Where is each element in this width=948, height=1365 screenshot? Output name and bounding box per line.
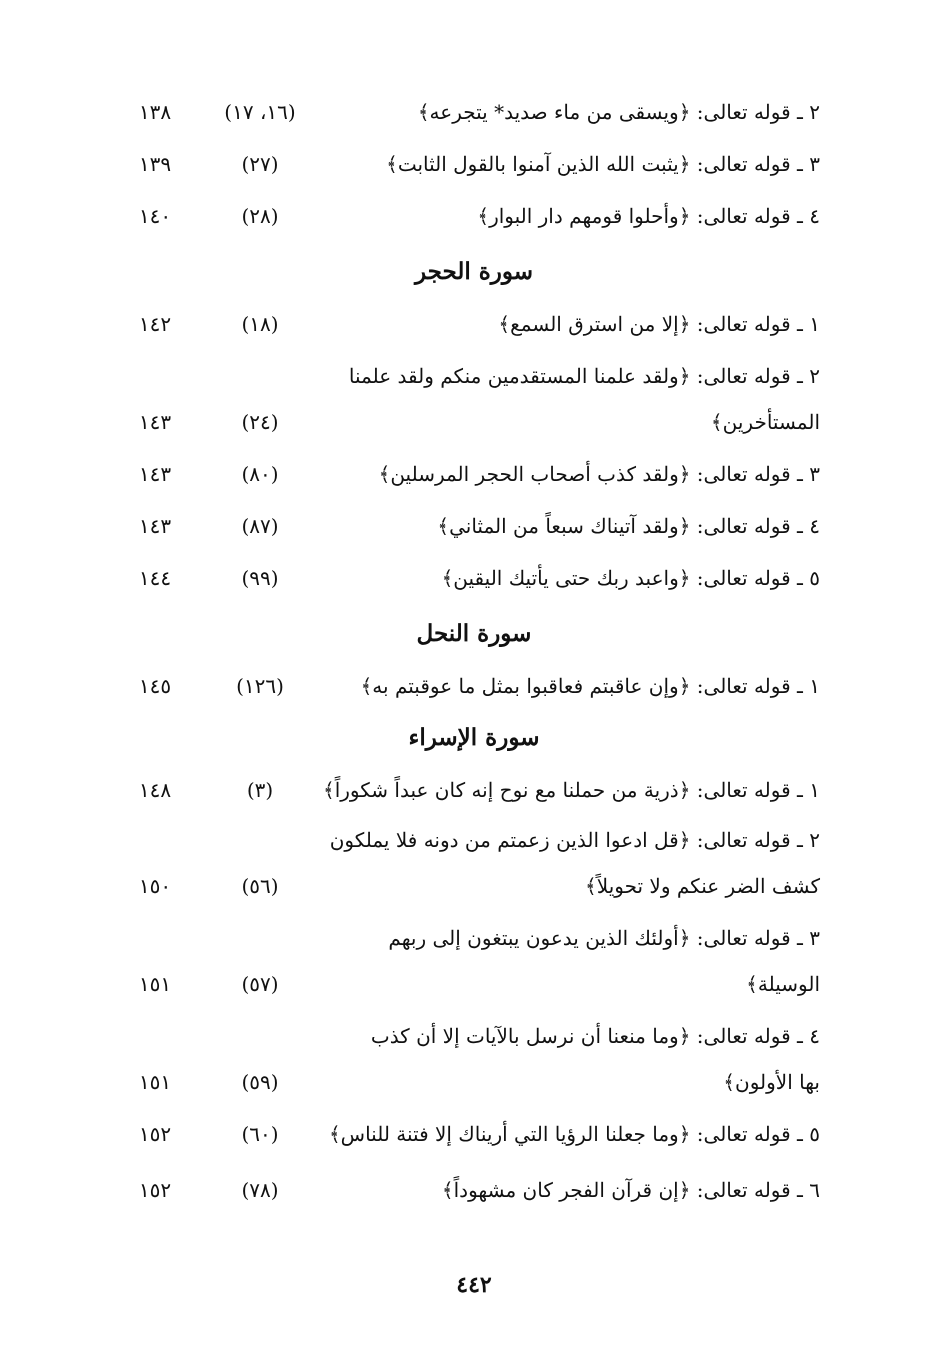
entry-text: ٦ ـ قوله تعالى: ﴿إن قرآن الفجر كان مشهوداً﴾ xyxy=(441,1178,820,1202)
verse-number: (٥٧) xyxy=(241,972,279,996)
verse-number: (٩٩) xyxy=(241,566,279,590)
entry-text-continuation: الوسيلة﴾ xyxy=(746,972,820,996)
index-entry xyxy=(120,820,820,860)
entry-text: ٢ ـ قوله تعالى: ﴿ولقد علمنا المستقدمين منكم ولقد علمنا xyxy=(348,364,820,388)
index-entry-continuation xyxy=(120,1062,820,1102)
verse-number: (٧٨) xyxy=(241,1178,279,1202)
entry-text-continuation: بها الأولون﴾ xyxy=(723,1070,820,1094)
index-entry xyxy=(120,196,820,236)
verse-number: (٦٠) xyxy=(241,1122,279,1146)
entry-text: ٤ ـ قوله تعالى: ﴿ولقد آتيناك سبعاً من المثاني﴾ xyxy=(437,514,820,538)
verse-number: (٢٨) xyxy=(241,204,279,228)
verse-number: (١٦، ١٧) xyxy=(224,100,296,124)
page-reference: ١٥١ xyxy=(138,1070,172,1094)
verse-number: (٢٤) xyxy=(241,410,279,434)
page-reference: ١٥٢ xyxy=(138,1122,172,1146)
page-reference: ١٣٨ xyxy=(138,100,172,124)
entry-text: ٤ ـ قوله تعالى: ﴿وأحلوا قومهم دار البوار﴾ xyxy=(477,204,820,228)
page-reference: ١٤٣ xyxy=(138,462,172,486)
entry-text-continuation: كشف الضر عنكم ولا تحويلاً﴾ xyxy=(585,874,820,898)
index-entry-continuation xyxy=(120,402,820,442)
surah-heading: سورة الإسراء xyxy=(408,724,540,751)
index-entry xyxy=(120,304,820,344)
page-reference: ١٤٤ xyxy=(138,566,172,590)
entry-text: ٢ ـ قوله تعالى: ﴿قل ادعوا الذين زعمتم من دونه فلا يملكون xyxy=(329,828,820,852)
entry-text: ٢ ـ قوله تعالى: ﴿ويسقى من ماء صديد* يتجرعه﴾ xyxy=(417,100,820,124)
verse-number: (٨٠) xyxy=(241,462,279,486)
page-reference: ١٥٢ xyxy=(138,1178,172,1202)
page-reference: ١٤٠ xyxy=(138,204,172,228)
page-reference: ١٤٣ xyxy=(138,410,172,434)
index-entry xyxy=(120,1114,820,1154)
verse-number: (٥٩) xyxy=(241,1070,279,1094)
index-entry xyxy=(120,558,820,598)
surah-heading: سورة النحل xyxy=(416,620,532,647)
index-entry xyxy=(120,144,820,184)
surah-heading: سورة الحجر xyxy=(414,258,534,285)
entry-text: ٥ ـ قوله تعالى: ﴿وما جعلنا الرؤيا التي أريناك إلا فتنة للناس﴾ xyxy=(328,1122,820,1146)
verse-number: (١٨) xyxy=(241,312,279,336)
page-reference: ١٤٨ xyxy=(138,778,172,802)
index-entry xyxy=(120,454,820,494)
index-entry xyxy=(120,506,820,546)
verse-number: (٣) xyxy=(246,778,274,802)
page-reference: ١٤٢ xyxy=(138,312,172,336)
index-entry xyxy=(120,1170,820,1210)
verse-number: (١٢٦) xyxy=(236,674,284,698)
index-entry xyxy=(120,918,820,958)
index-entry xyxy=(120,92,820,132)
entry-text: ٥ ـ قوله تعالى: ﴿واعبد ربك حتى يأتيك اليقين﴾ xyxy=(441,566,820,590)
entry-text-continuation: المستأخرين﴾ xyxy=(710,410,820,434)
entry-text: ١ ـ قوله تعالى: ﴿ذرية من حملنا مع نوح إنه كان عبداً شكوراً﴾ xyxy=(322,778,820,802)
index-entry xyxy=(120,770,820,810)
index-entry xyxy=(120,356,820,396)
entry-text: ١ ـ قوله تعالى: ﴿وإن عاقبتم فعاقبوا بمثل ما عوقبتم به﴾ xyxy=(360,674,820,698)
verse-number: (٨٧) xyxy=(241,514,279,538)
page-reference: ١٤٥ xyxy=(138,674,172,698)
page-number: ٤٤٢ xyxy=(456,1272,492,1298)
entry-text: ٤ ـ قوله تعالى: ﴿وما منعنا أن نرسل بالآيات إلا أن كذب xyxy=(370,1024,820,1048)
entry-text: ٣ ـ قوله تعالى: ﴿أولئك الذين يدعون يبتغون إلى ربهم xyxy=(388,926,820,950)
index-entry xyxy=(120,666,820,706)
page-reference: ١٥٠ xyxy=(138,874,172,898)
page-reference: ١٤٣ xyxy=(138,514,172,538)
entry-text: ٣ ـ قوله تعالى: ﴿ولقد كذب أصحاب الحجر المرسلين﴾ xyxy=(378,462,820,486)
verse-number: (٢٧) xyxy=(241,152,279,176)
page-reference: ١٥١ xyxy=(138,972,172,996)
entry-text: ٣ ـ قوله تعالى: ﴿يثبت الله الذين آمنوا بالقول الثابت﴾ xyxy=(386,152,820,176)
index-entry-continuation xyxy=(120,964,820,1004)
index-entry-continuation xyxy=(120,866,820,906)
page-reference: ١٣٩ xyxy=(138,152,172,176)
verse-number: (٥٦) xyxy=(241,874,279,898)
index-entry xyxy=(120,1016,820,1056)
entry-text: ١ ـ قوله تعالى: ﴿إلا من استرق السمع﴾ xyxy=(498,312,820,336)
